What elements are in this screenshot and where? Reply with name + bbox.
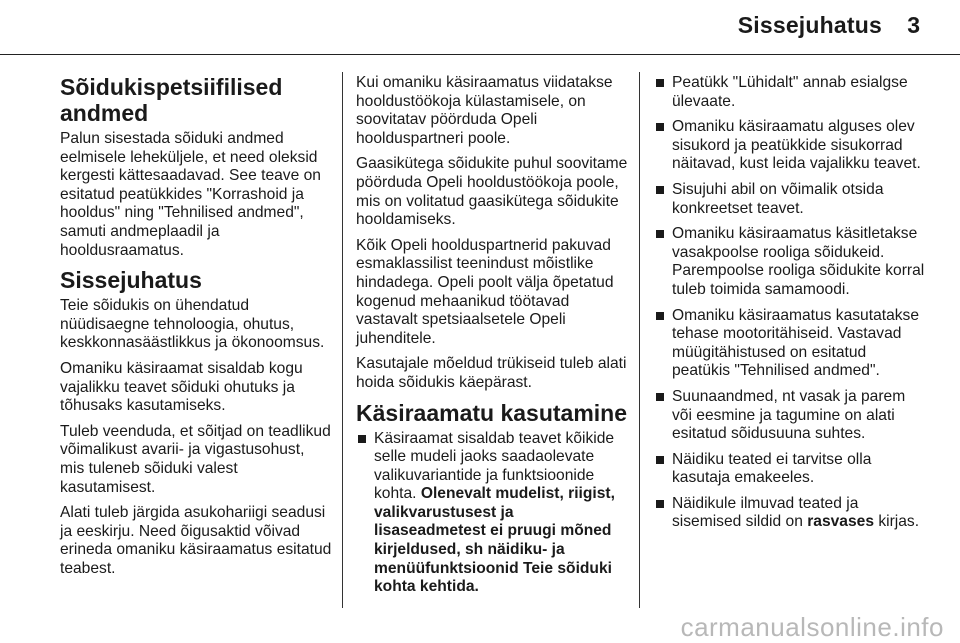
list-item-text: Sisujuhi abil on võimalik otsida konkreetset teavet. <box>672 180 884 217</box>
page-number: 3 <box>907 12 920 38</box>
heading-introduction: Sissejuhatus <box>60 267 202 294</box>
square-bullet-icon <box>358 435 366 443</box>
square-bullet-icon <box>656 393 664 401</box>
list-item-text: Käsiraamat sisaldab teavet kõikide selle mudeli jaoks saadaolevate valikuvariantide ja funktsioonide kohta. <box>374 429 615 503</box>
column-1 <box>60 74 332 585</box>
list-item-text: Omaniku käsiraamatus kasutatakse tehase mootoritähiseid. Vastavad müügitähistused on esitatud peatükis "Tehnilised andmed". <box>672 306 920 380</box>
header-title: Sissejuhatus <box>737 12 882 38</box>
paragraph: Kõik Opeli hoolduspartnerid pakuvad esmaklassilist teenindust mõistlike hindadega. Opeli poolt välja õpetatud kogenud mehaanikud töötavad vastavalt spetsiaalsetele Opeli juhenditele. <box>356 236 614 347</box>
list-item-text: Suunaandmed, nt vasak ja parem või eesmine ja tagumine on alati esitatud sõidusuuna suhtes. <box>672 387 906 443</box>
paragraph: Omaniku käsiraamat sisaldab kogu vajalikku teavet sõiduki ohutuks ja tõhusaks kasutamiseks. <box>60 359 303 415</box>
bullet-list <box>654 74 926 532</box>
paragraph: Tuleb veenduda, et sõitjad on teadlikud võimalikust avarii- ja vigastusohust, mis tuleneb sõiduki valest kasutamisest. <box>60 422 331 496</box>
list-item <box>654 118 926 174</box>
watermark: carmanualsonline.info <box>680 612 944 642</box>
column-divider-1 <box>342 72 343 608</box>
square-bullet-icon <box>656 186 664 194</box>
header-rule <box>0 54 960 55</box>
list-item-bold-text: Olenevalt mudelist, riigist, valikvarustusest ja lisaseadmetest ei pruugi mõned kirjeldused, sh näidiku- ja menüüfunktsioonid Teie sõiduki kohta kehtida. <box>374 485 615 596</box>
list-item-text: Omaniku käsiraamatus käsitletakse vasakpoolse rooliga sõidukeid. Parempoolse rooliga sõidukite korral tuleb toimida samamoodi. <box>672 225 925 298</box>
list-item-text: Näidikule ilmuvad teated ja sisemised sildid on <box>672 494 859 531</box>
bullet-list <box>356 430 628 597</box>
paragraph: Palun sisestada sõiduki andmed eelmisele leheküljele, et need oleksid kergesti kättesaadavad. See teave on esitatud peatükkides "Korrashoid ja hooldus" ning "Tehnilised andmed", samuti andmeplaadil ja hooldusraamatus. <box>60 130 321 259</box>
paragraph: Kui omaniku käsiraamatus viidatakse hooldustöökoja külastamisele, on soovitatav pöörduda Opeli hoolduspartneri poole. <box>356 74 613 147</box>
list-item-text: kirjas. <box>874 513 920 531</box>
column-divider-2 <box>639 72 640 608</box>
list-item <box>654 495 926 532</box>
list-item-bold-text: rasvases <box>807 513 874 531</box>
paragraph: Teie sõidukis on ühendatud nüüdisaegne tehnoloogia, ohutus, keskkonnasäästlikkus ja ökonoomsus. <box>60 297 325 352</box>
page-header <box>0 0 960 58</box>
square-bullet-icon <box>656 456 664 464</box>
list-item <box>356 430 628 597</box>
column-3 <box>654 74 926 539</box>
list-item <box>654 451 926 488</box>
square-bullet-icon <box>656 230 664 238</box>
list-item-text: Peatükk "Lühidalt" annab esialgse ülevaate. <box>672 74 908 110</box>
list-item <box>654 181 926 218</box>
square-bullet-icon <box>656 79 664 87</box>
list-item <box>654 74 926 111</box>
column-2 <box>356 74 628 604</box>
paragraph: Gaasikütega sõidukite puhul soovitame pöörduda Opeli hooldustöökoja poole, mis on volitatud gaasikütega sõidukite hooldamiseks. <box>356 155 628 229</box>
list-item <box>654 307 926 381</box>
list-item-text: Näidiku teated ei tarvitse olla kasutaja emakeeles. <box>672 450 872 487</box>
paragraph: Kasutajale mõeldud trükiseid tuleb alati hoida sõidukis käepärast. <box>356 355 627 391</box>
heading-manual-usage: Käsiraamatu kasutamine <box>356 399 628 426</box>
list-item-text: Omaniku käsiraamatu alguses olev sisukord ja peatükkide sisukorrad näitavad, kust leida vajalikku teavet. <box>672 118 921 173</box>
square-bullet-icon <box>656 500 664 508</box>
list-item <box>654 225 926 299</box>
square-bullet-icon <box>656 312 664 320</box>
list-item <box>654 388 926 444</box>
paragraph: Alati tuleb järgida asukohariigi seadusi ja eeskirju. Need õigusaktid võivad erineda omaniku käsiraamatus esitatud teabest. <box>60 504 332 577</box>
square-bullet-icon <box>656 123 664 131</box>
heading-vehicle-data: Sõidukispetsiifilised andmed <box>60 74 283 126</box>
